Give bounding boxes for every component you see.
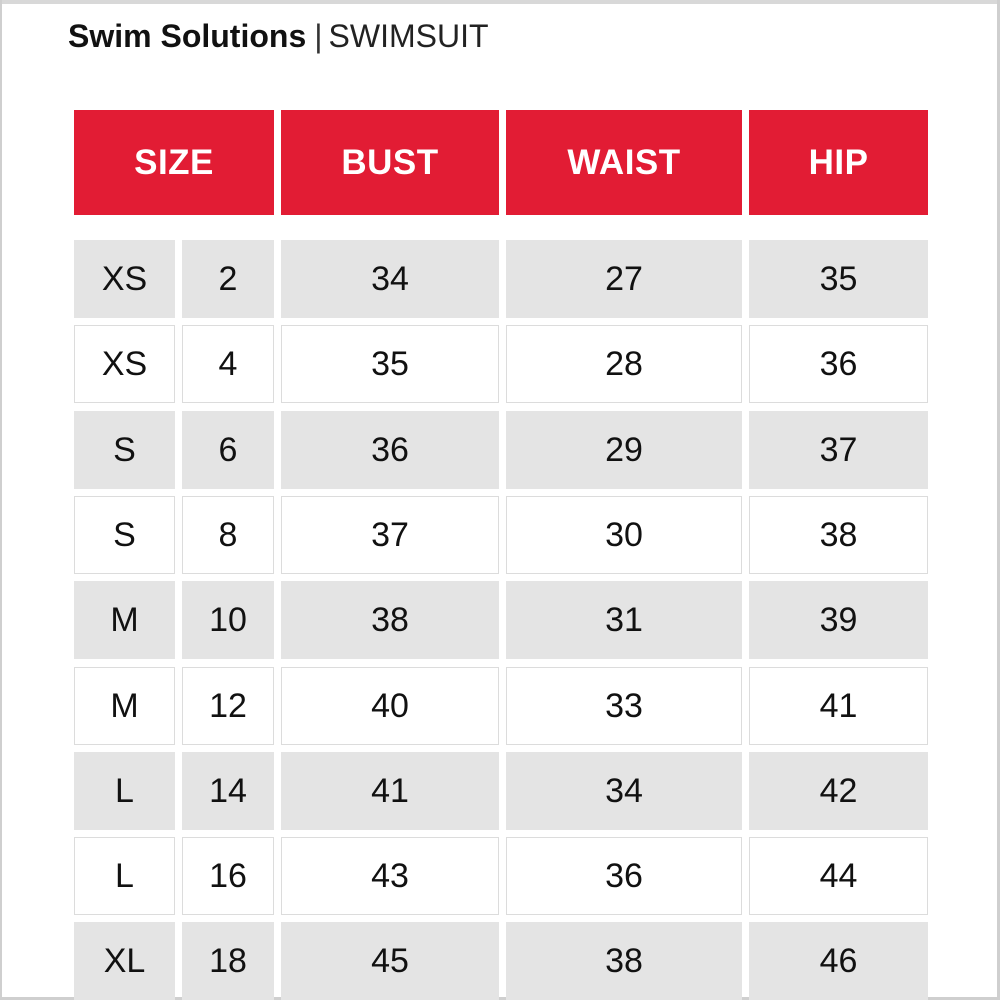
cell-size-number: 6: [182, 411, 274, 489]
cell-size-letter: XL: [74, 922, 175, 1000]
cell-waist: 27: [506, 240, 742, 318]
cell-size-letter: XS: [74, 240, 175, 318]
cell-size-number: 10: [182, 581, 274, 659]
cell-waist: 38: [506, 922, 742, 1000]
product-type: SWIMSUIT: [328, 18, 489, 54]
cell-hip: 39: [749, 581, 928, 659]
cell-hip: 44: [749, 837, 928, 915]
header-waist: WAIST: [506, 110, 742, 215]
cell-size-letter: M: [74, 667, 175, 745]
page-title: [68, 16, 489, 56]
left-border: [0, 0, 2, 1000]
cell-size-number: 18: [182, 922, 274, 1000]
cell-size-letter: S: [74, 496, 175, 574]
top-border: [0, 0, 1000, 4]
cell-waist: 34: [506, 752, 742, 830]
cell-bust: 41: [281, 752, 499, 830]
cell-waist: 29: [506, 411, 742, 489]
cell-hip: 37: [749, 411, 928, 489]
cell-hip: 42: [749, 752, 928, 830]
cell-size-letter: M: [74, 581, 175, 659]
brand-name: Swim Solutions: [68, 18, 307, 54]
title-separator: |: [314, 18, 323, 54]
cell-size-letter: L: [74, 752, 175, 830]
cell-size-number: 12: [182, 667, 274, 745]
cell-size-number: 14: [182, 752, 274, 830]
cell-waist: 31: [506, 581, 742, 659]
cell-hip: 41: [749, 667, 928, 745]
cell-hip: 38: [749, 496, 928, 574]
header-bust: BUST: [281, 110, 499, 215]
cell-waist: 28: [506, 325, 742, 403]
cell-bust: 36: [281, 411, 499, 489]
cell-size-number: 16: [182, 837, 274, 915]
cell-bust: 45: [281, 922, 499, 1000]
cell-bust: 38: [281, 581, 499, 659]
cell-size-letter: L: [74, 837, 175, 915]
header-hip: HIP: [749, 110, 928, 215]
cell-size-number: 2: [182, 240, 274, 318]
cell-bust: 37: [281, 496, 499, 574]
header-size: SIZE: [74, 110, 274, 215]
cell-size-number: 4: [182, 325, 274, 403]
cell-bust: 34: [281, 240, 499, 318]
cell-size-letter: S: [74, 411, 175, 489]
cell-waist: 33: [506, 667, 742, 745]
cell-hip: 46: [749, 922, 928, 1000]
cell-bust: 35: [281, 325, 499, 403]
cell-waist: 30: [506, 496, 742, 574]
cell-hip: 35: [749, 240, 928, 318]
cell-size-letter: XS: [74, 325, 175, 403]
cell-bust: 40: [281, 667, 499, 745]
cell-hip: 36: [749, 325, 928, 403]
cell-size-number: 8: [182, 496, 274, 574]
cell-waist: 36: [506, 837, 742, 915]
cell-bust: 43: [281, 837, 499, 915]
